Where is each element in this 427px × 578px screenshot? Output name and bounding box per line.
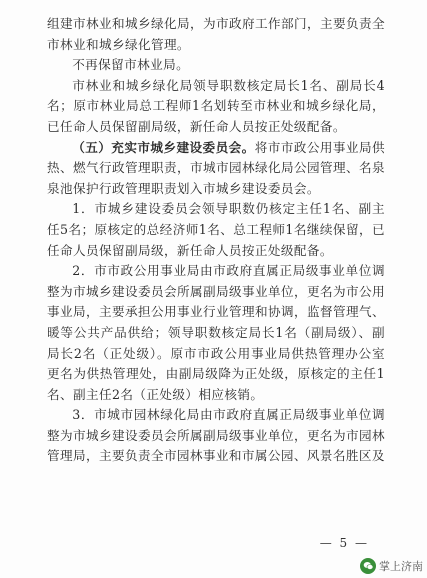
watermark-text: 掌上济南 — [379, 560, 423, 573]
paragraph-4-text: 将市市政公用事业局供热、燃气行政管理职责，市城市园林绿化局公园管理、名泉泉池保护行政管理职责划入市城乡建设委员会。 — [47, 139, 385, 196]
paragraph-7: 3．市城市园林绿化局由市政府直属正局级事业单位调整为市城乡建设委员会所属副局级事业单位，更名为市园林管理局，主要负责全市园林事业和市属公园、风景名胜区及 — [47, 407, 385, 464]
section-heading: （五）充实市城乡建设委员会。 — [72, 139, 255, 155]
paragraph-1: 组建市林业和城乡绿化局，为市政府工作部门，主要负责全市林业和城乡绿化管理。 — [47, 16, 385, 52]
chat-bubble-icon — [360, 558, 376, 574]
paragraph-6: 2．市市政公用事业局由市政府直属正局级事业单位调整为市城乡建设委员会所属副局级事业单位，更名为市公用事业局，主要承担公用事业行业管理和协调，监督管理气、暖等公共产品供给；领导职数核定局长1名（副局级）、副局长2名（正处级）。原市市政公用事业局供热管理办公室更名为供热管理处，由副局级降为正处级，原核定的主任1名、副主任2名（正处级）相应核销。 — [47, 263, 385, 402]
paragraph-4 — [47, 138, 385, 200]
paragraph-3: 市林业和城乡绿化局领导职数核定局长1名、副局长4名；原市林业局总工程师1名划转至市林业和城乡绿化局，已任命人员保留副局级，新任命人员按正处级配备。 — [47, 77, 385, 134]
source-watermark — [360, 558, 423, 574]
paragraph-2: 不再保留市林业局。 — [72, 57, 190, 73]
paragraph-5: 1．市城乡建设委员会领导职数仍核定主任1名、副主任5名；原核定的总经济师1名、总工程师1名继续保留，已任命人员保留副局级，新任命人员按正处级配备。 — [47, 201, 385, 258]
document-body — [47, 14, 385, 467]
page-number: — 5 — — [319, 536, 369, 550]
